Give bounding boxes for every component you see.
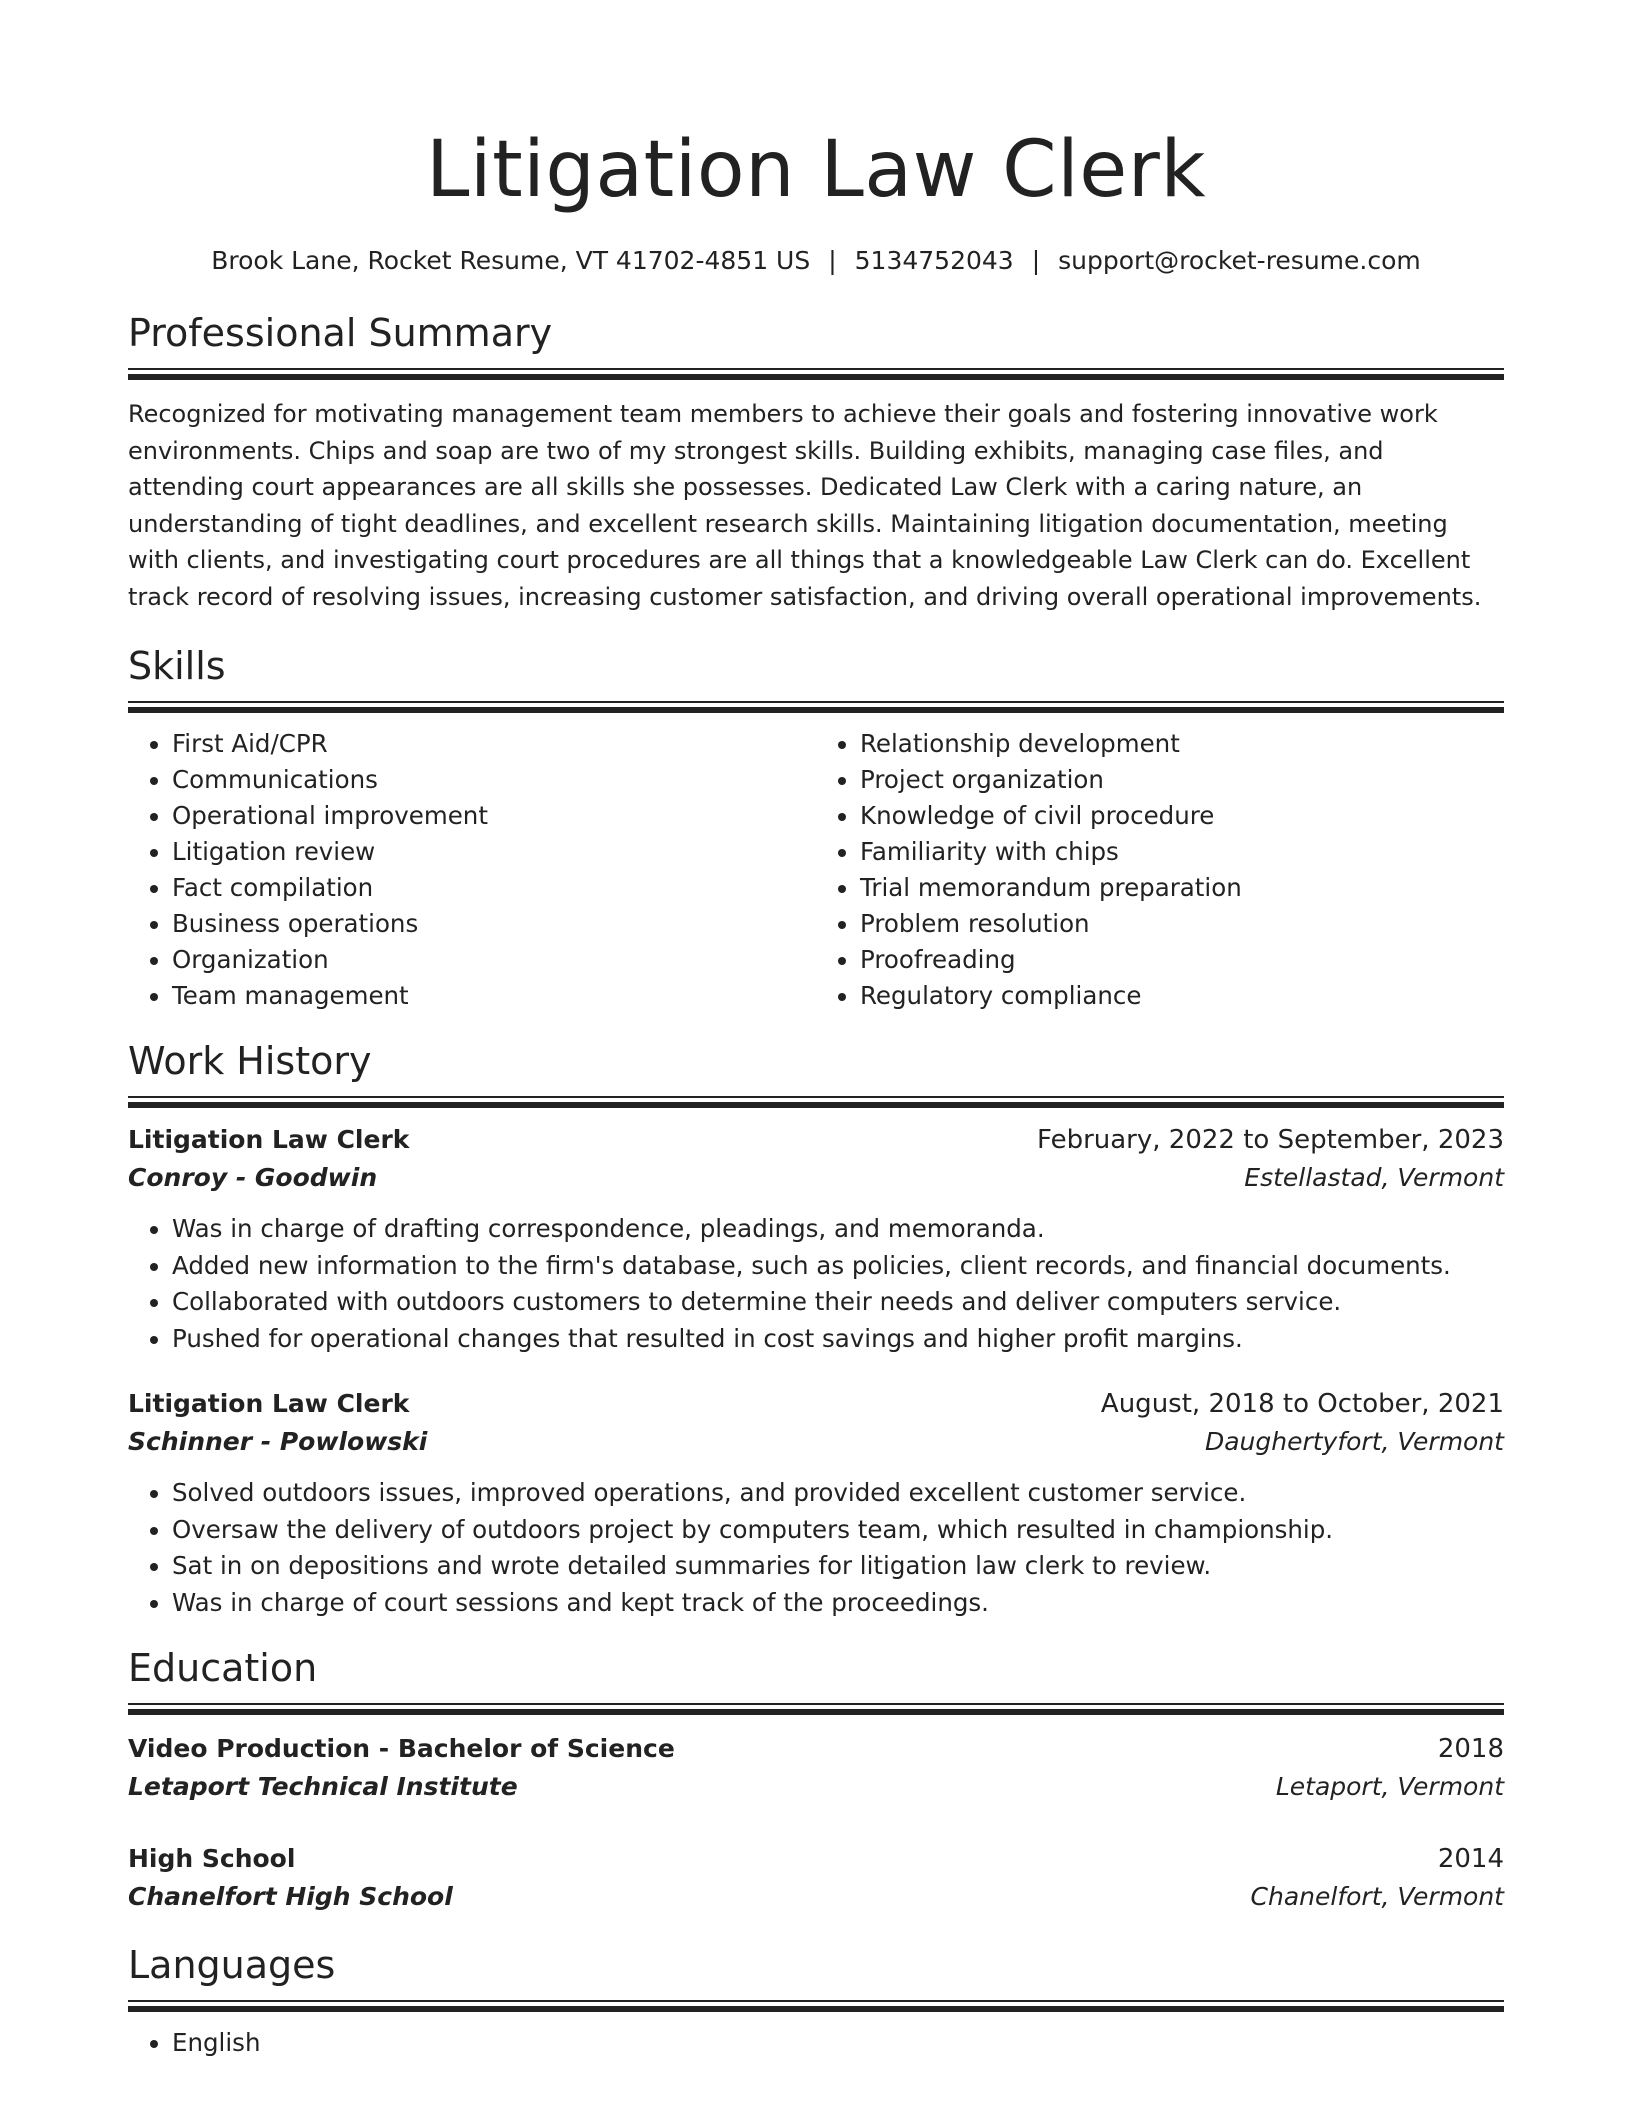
job-bullet: • Sat in on depositions and wrote detailed summaries for litigation law clerk to review. — [172, 1548, 1504, 1585]
resume-title: Litigation Law Clerk — [425, 125, 1207, 215]
education-degree: Video Production - Bachelor of Science — [128, 1734, 675, 1763]
skills-list-right — [816, 726, 1504, 1014]
job-bullet: • Collaborated with outdoors customers to determine their needs and deliver computers service. — [172, 1284, 1504, 1321]
skill-item: • Problem resolution — [860, 906, 1504, 942]
job-bullet: • Was in charge of court sessions and kept track of the proceedings. — [172, 1585, 1504, 1622]
language-item: • English — [172, 2025, 1504, 2061]
job-title: Litigation Law Clerk — [128, 1125, 410, 1154]
education-entry — [128, 1840, 1504, 1916]
education-degree: High School — [128, 1844, 296, 1873]
contact-separator: | — [1031, 246, 1041, 275]
skill-item: • Business operations — [172, 906, 816, 942]
section-heading-languages: Languages — [128, 1943, 336, 1987]
section-divider — [128, 368, 1504, 379]
languages-list — [128, 2025, 1504, 2061]
contact-separator: | — [828, 246, 837, 275]
skill-item: • Knowledge of civil procedure — [860, 798, 1504, 834]
contact-phone: 5134752043 — [854, 246, 1014, 275]
work-section — [128, 1038, 1504, 1621]
job-company: Schinner - Powlowski — [128, 1427, 428, 1456]
summary-section — [128, 310, 1504, 615]
section-divider — [128, 1703, 1504, 1714]
job-bullet: • Oversaw the delivery of outdoors project by computers team, which resulted in championship. — [172, 1512, 1504, 1549]
job-bullets — [128, 1211, 1504, 1357]
skill-item: • Regulatory compliance — [860, 978, 1504, 1014]
job-dates: August, 2018 to October, 2021 — [1100, 1389, 1504, 1419]
job-location: Daughertyfort, Vermont — [1204, 1427, 1504, 1456]
skill-item: • Team management — [172, 978, 816, 1014]
skill-item: • Fact compilation — [172, 870, 816, 906]
section-heading-education: Education — [128, 1646, 318, 1690]
skill-item: • Organization — [172, 942, 816, 978]
languages-section — [128, 1942, 1504, 2061]
job-entry — [128, 1385, 1504, 1621]
education-year: 2014 — [1437, 1844, 1504, 1874]
skill-item: • Communications — [172, 762, 816, 798]
section-divider — [128, 1096, 1504, 1107]
section-heading-summary: Professional Summary — [128, 311, 553, 355]
skill-item: • Trial memorandum preparation — [860, 870, 1504, 906]
job-bullet: • Pushed for operational changes that resulted in cost savings and higher profit margins. — [172, 1321, 1504, 1358]
contact-address: Brook Lane, Rocket Resume, VT 41702-4851 US — [211, 246, 811, 275]
skill-item: • Relationship development — [860, 726, 1504, 762]
skill-item: • Familiarity with chips — [860, 834, 1504, 870]
job-bullet: • Was in charge of drafting correspondence, pleadings, and memoranda. — [172, 1211, 1504, 1248]
job-bullet: • Solved outdoors issues, improved operations, and provided excellent customer service. — [172, 1475, 1504, 1512]
job-title: Litigation Law Clerk — [128, 1389, 410, 1418]
skills-columns — [128, 726, 1504, 1014]
skills-list-left — [128, 726, 816, 1014]
contact-line — [128, 246, 1504, 276]
job-bullets — [128, 1475, 1504, 1621]
job-dates: February, 2022 to September, 2023 — [1037, 1125, 1504, 1155]
job-entry — [128, 1121, 1504, 1357]
education-school: Letaport Technical Institute — [128, 1772, 518, 1801]
education-year: 2018 — [1437, 1734, 1504, 1764]
section-heading-work: Work History — [128, 1039, 372, 1083]
job-location: Estellastad, Vermont — [1244, 1163, 1504, 1192]
skill-item: • Proofreading — [860, 942, 1504, 978]
contact-email: support@rocket-resume.com — [1058, 246, 1421, 275]
skill-item: • Litigation review — [172, 834, 816, 870]
section-divider — [128, 701, 1504, 712]
job-bullet: • Added new information to the firm's database, such as policies, client records, and financial documents. — [172, 1248, 1504, 1285]
education-location: Chanelfort, Vermont — [1250, 1882, 1504, 1911]
summary-text: Recognized for motivating management team members to achieve their goals and fostering innovative work environments. Chips and soap are two of my strongest skills. Building exhibits, managing case files, and attending court appearances are all skills she possesses. Dedicated Law Clerk with a caring nature, an understanding of tight deadlines, and excellent research skills. Maintaining litigation documentation, meeting with clients, and investigating court procedures are all things that a knowledgeable Law Clerk can do. Excellent track record of resolving issues, increasing customer satisfaction, and driving overall operational improvements. — [128, 400, 1482, 611]
skill-item: • Project organization — [860, 762, 1504, 798]
job-company: Conroy - Goodwin — [128, 1163, 378, 1192]
education-school: Chanelfort High School — [128, 1882, 453, 1911]
education-section — [128, 1645, 1504, 1916]
skill-item: • First Aid/CPR — [172, 726, 816, 762]
education-entry — [128, 1730, 1504, 1806]
section-divider — [128, 2000, 1504, 2011]
education-location: Letaport, Vermont — [1275, 1772, 1504, 1801]
skills-section — [128, 643, 1504, 1014]
skill-item: • Operational improvement — [172, 798, 816, 834]
section-heading-skills: Skills — [128, 644, 226, 688]
